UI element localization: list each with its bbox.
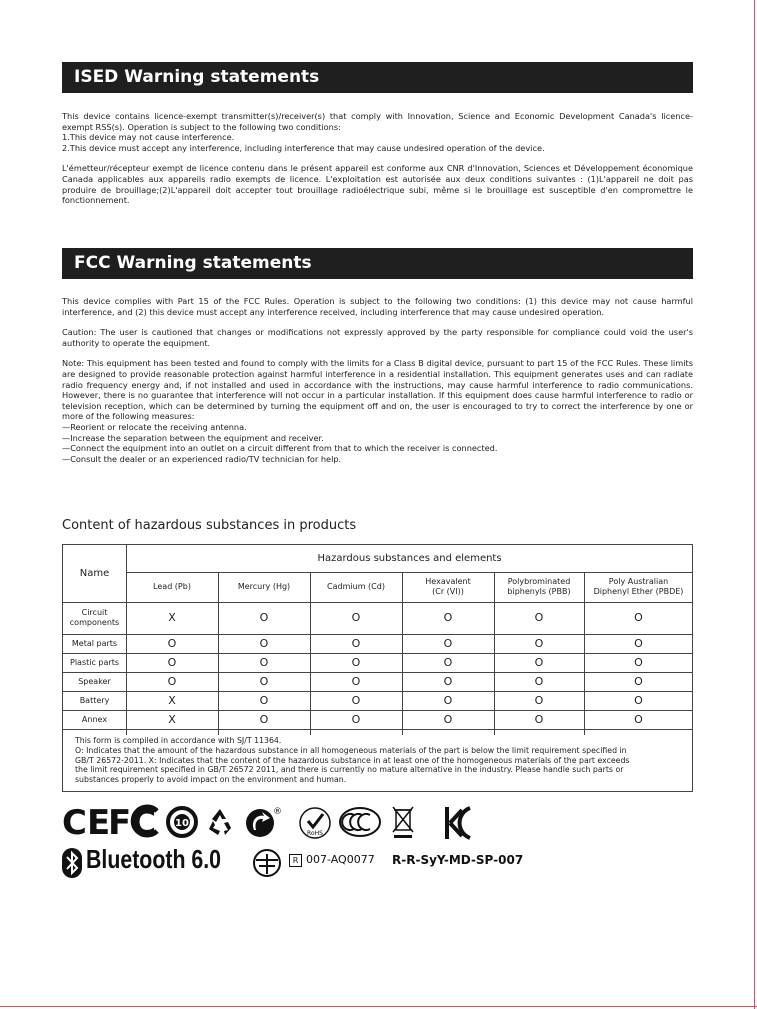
row-name: Annex (81, 714, 108, 724)
table-cell: O (634, 636, 643, 650)
note-line-3: GB/T 26572-2011. X: Indicates that the content of the hazardous substance in at least one of the homogeneous materials of the part exceeds (75, 755, 630, 765)
ised-title: ISED Warning statements (74, 67, 320, 87)
ised-line-2: 1.This device may not cause interference. (62, 132, 235, 143)
column-header: Poly Australian Diphenyl Ether (PBDE) (593, 577, 684, 596)
table-cell: O (443, 636, 453, 650)
table-cell: O (443, 674, 453, 688)
column-header: Mercury (Hg) (237, 582, 291, 591)
hazard-title: Content of hazardous substances in products (62, 518, 357, 533)
table-cell: X (168, 693, 176, 707)
table-cell: O (443, 712, 453, 726)
table-cell: X (168, 611, 176, 624)
r-box: R (289, 854, 302, 867)
fcc-paragraph-1: This device complies with Part 15 of the FCC Rules. Operation is subject to the following two conditions: (1) this device may not cause harmful interference, and (2) this device must accept any interference received, including interference that may cause undesired operation. (62, 296, 693, 317)
note-line-5: substances properly to avoid impact on the environment and human. (75, 775, 347, 785)
svg-text:RoHS: RoHS (307, 830, 323, 837)
row-name: Speaker (78, 676, 111, 686)
fcc-measure-3: —Connect the equipment into an outlet on a circuit different from that to which the receiver is connected. (62, 443, 498, 454)
ised-title-bar (62, 62, 693, 93)
svg-text:CE: CE (62, 803, 111, 843)
table-cell: O (534, 712, 544, 726)
kc-mark-icon (442, 804, 474, 842)
hazard-notes (75, 736, 681, 785)
table-cell: O (259, 655, 269, 669)
table-cell: O (534, 655, 544, 669)
table-cell: O (351, 611, 361, 624)
table-cell: O (259, 636, 269, 650)
table-cell: O (167, 674, 177, 688)
table-cell: O (634, 693, 643, 707)
fcc-measure-2: —Increase the separation between the equipment and receiver. (62, 432, 324, 443)
svg-text:10: 10 (175, 818, 189, 829)
fcc-title-bar (62, 248, 693, 279)
table-cell: O (351, 712, 361, 726)
table-cell: O (634, 712, 643, 726)
svg-text:®: ® (273, 807, 282, 817)
table-cell: O (259, 611, 269, 624)
table-cell: O (534, 674, 544, 688)
ised-text (62, 111, 693, 206)
weee-bin-icon (390, 804, 416, 840)
fcc-text (62, 296, 693, 464)
table-cell: O (351, 636, 361, 650)
table-cell: O (259, 712, 269, 726)
fcc-measure-4: —Consult the dealer or an experienced radio/TV technician for help. (62, 453, 342, 464)
fcc-paragraph-3: Note: This equipment has been tested and found to comply with the limits for a Class B digital device, pursuant to part 15 of the FCC Rules. These limits are designed to provide reasonable protection against harmful interference in a residential installation. This equipment generates uses and can radiate radio frequency energy and, if not installed and used in accordance with the instructions, may cause harmful interference to radio communications. However, there is no guarantee that interference will not occur in a particular installation. If this equipment does cause harmful interference to radio or television reception, which can be determined by turning the equipment off and on, the user is encouraged to try to correct the interference by one or more of the following measures: (62, 358, 693, 422)
recycle-icon (204, 806, 236, 838)
row-name: Circuit components (69, 608, 120, 627)
rohs-icon (298, 806, 332, 840)
group-header: Hazardous substances and elements (317, 552, 502, 564)
column-header: Polybrominated biphenyls (PBB) (507, 577, 571, 596)
ce-mark-icon (62, 803, 111, 843)
note-line-2: O: Indicates that the amount of the hazardous substance in all homogeneous materials of the part is below the limit requirement specified in (75, 745, 627, 755)
table-cell: O (634, 611, 643, 624)
telec-mark-icon (252, 848, 282, 878)
page-edge-right (754, 0, 755, 1009)
table-cell: O (167, 636, 177, 650)
certification-logos (62, 800, 562, 890)
column-header: Hexavalent (Cr (VI)) (425, 577, 471, 596)
table-cell: O (443, 611, 453, 624)
bluetooth-version-text: Bluetooth 6.0 (86, 844, 222, 874)
ised-line-3: 2.This device must accept any interference, including interference that may cause undesired operation of the device. (62, 142, 545, 153)
fcc-paragraph-2: Caution: The user is cautioned that changes or modifications not expressly approved by the party responsible for compliance could void the user's authority to operate the equipment. (62, 327, 693, 348)
table-cell: O (443, 693, 453, 707)
table-cell: O (634, 674, 643, 688)
table-cell: O (351, 674, 361, 688)
row-name: Battery (79, 695, 110, 705)
kc-code: R-R-SyY-MD-SP-007 (392, 853, 524, 867)
name-header: Name (79, 567, 110, 579)
table-cell: O (259, 693, 269, 707)
fcc-measure-1: —Reorient or relocate the receiving antenna. (62, 421, 247, 432)
table-cell: O (351, 655, 361, 669)
green-dot-icon (244, 806, 280, 838)
epup-10-icon (166, 806, 198, 838)
ised-french-paragraph: L'émetteur/récepteur exempt de licence contenu dans le présent appareil est conforme aux CNR d'Innovation, Sciences et Développement économique Canada applicables aux appareils radio exempts de licence. L'exploitation est autorisée aux deux conditions suivantes : (1)L'appareil ne doit pas produire de brouillage;(2)L'appareil doit accepter tout brouillage radioélectrique subi, même si le brouillage est susceptible d'en compromettre le fonctionnement. (62, 163, 693, 206)
fcc-logo-icon (108, 803, 160, 843)
hazard-table (62, 544, 693, 792)
table-cell: O (534, 611, 544, 624)
table-cell: O (534, 693, 544, 707)
note-line-4: the limit requirement specified in GB/T 26572 2011, and there is currently no mature alternative in the industry. Please handle such parts or (75, 765, 624, 775)
telec-code: 007-AQ0077 (306, 853, 375, 866)
table-cell: O (534, 636, 544, 650)
svg-text:FC: FC (108, 803, 157, 843)
fcc-title: FCC Warning statements (74, 253, 312, 273)
bluetooth-icon (62, 848, 82, 878)
row-name: Metal parts (71, 638, 118, 648)
row-name: Plastic parts (70, 657, 119, 667)
table-cell: O (634, 655, 643, 669)
table-cell: O (259, 674, 269, 688)
column-header: Cadmium (Cd) (327, 582, 385, 591)
ised-line-1: This device contains licence-exempt transmitter(s)/receiver(s) that comply with Innovation, Science and Economic Development Canada's licence-exempt RSS(s). Operation is subject to the following two conditions: (62, 111, 693, 132)
table-cell: O (443, 655, 453, 669)
ccc-icon (338, 806, 382, 838)
table-cell: O (351, 693, 361, 707)
column-header: Lead (Pb) (153, 582, 191, 591)
table-cell: O (167, 655, 177, 669)
page-edge-bottom (0, 1006, 757, 1007)
note-line-1: This form is compiled in accordance with SJ/T 11364. (75, 736, 282, 745)
table-cell: X (168, 712, 176, 726)
